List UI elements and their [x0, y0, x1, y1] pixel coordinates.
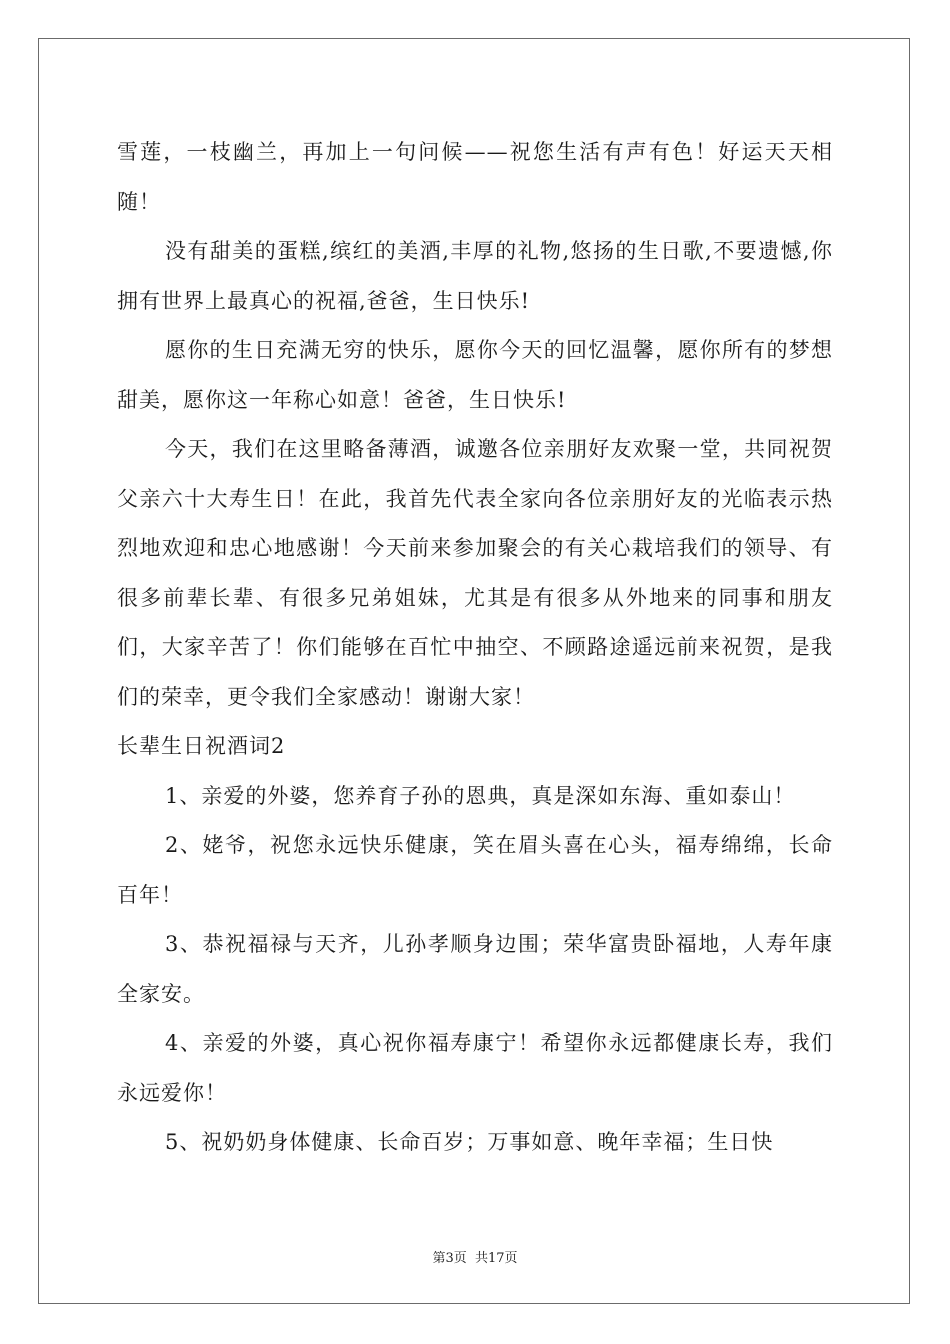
list-item-3: 3、恭祝福禄与天齐，儿孙孝顺身边围；荣华富贵卧福地，人寿年康全家安。 — [117, 932, 833, 1006]
list-item-1: 1、亲爱的外婆，您养育子孙的恩典，真是深如东海、重如泰山！ — [165, 783, 796, 808]
paragraph-1: 雪莲，一枝幽兰，再加上一句问候——祝您生活有声有色！好运天天相随！ — [117, 140, 833, 214]
document-body — [117, 128, 833, 1168]
list-item-2: 2、姥爷，祝您永远快乐健康，笑在眉头喜在心头，福寿绵绵，长命百年！ — [117, 833, 833, 907]
page-total: 共17页 — [474, 1251, 518, 1266]
paragraph-4: 今天，我们在这里略备薄酒，诚邀各位亲朋好友欢聚一堂，共同祝贺父亲六十大寿生日！在此，我首先代表全家向各位亲朋好友的光临表示热烈地欢迎和忠心地感谢！今天前来参加聚会的有关心栽培我们的领导、有很多前辈长辈、有很多兄弟姐妹，尤其是有很多从外地来的同事和朋友们，大家辛苦了！你们能够在百忙中抽空、不顾路途遥远前来祝贺，是我们的荣幸，更令我们全家感动！谢谢大家！ — [117, 437, 833, 709]
section-heading: 长辈生日祝酒词2 — [117, 734, 286, 758]
paragraph-2: 没有甜美的蛋糕,缤红的美酒,丰厚的礼物,悠扬的生日歌,不要遗憾,你拥有世界上最真心的祝福,爸爸，生日快乐! — [117, 239, 833, 313]
paragraph-3: 愿你的生日充满无穷的快乐，愿你今天的回忆温馨，愿你所有的梦想甜美，愿你这一年称心如意！爸爸，生日快乐! — [117, 338, 833, 412]
page-number: 第3页 — [432, 1251, 467, 1266]
page-footer — [0, 1247, 950, 1266]
list-item-5: 5、祝奶奶身体健康、长命百岁；万事如意、晚年幸福；生日快 — [165, 1130, 774, 1154]
list-item-4: 4、亲爱的外婆，真心祝你福寿康宁！希望你永远都健康长寿，我们永远爱你！ — [117, 1031, 833, 1105]
